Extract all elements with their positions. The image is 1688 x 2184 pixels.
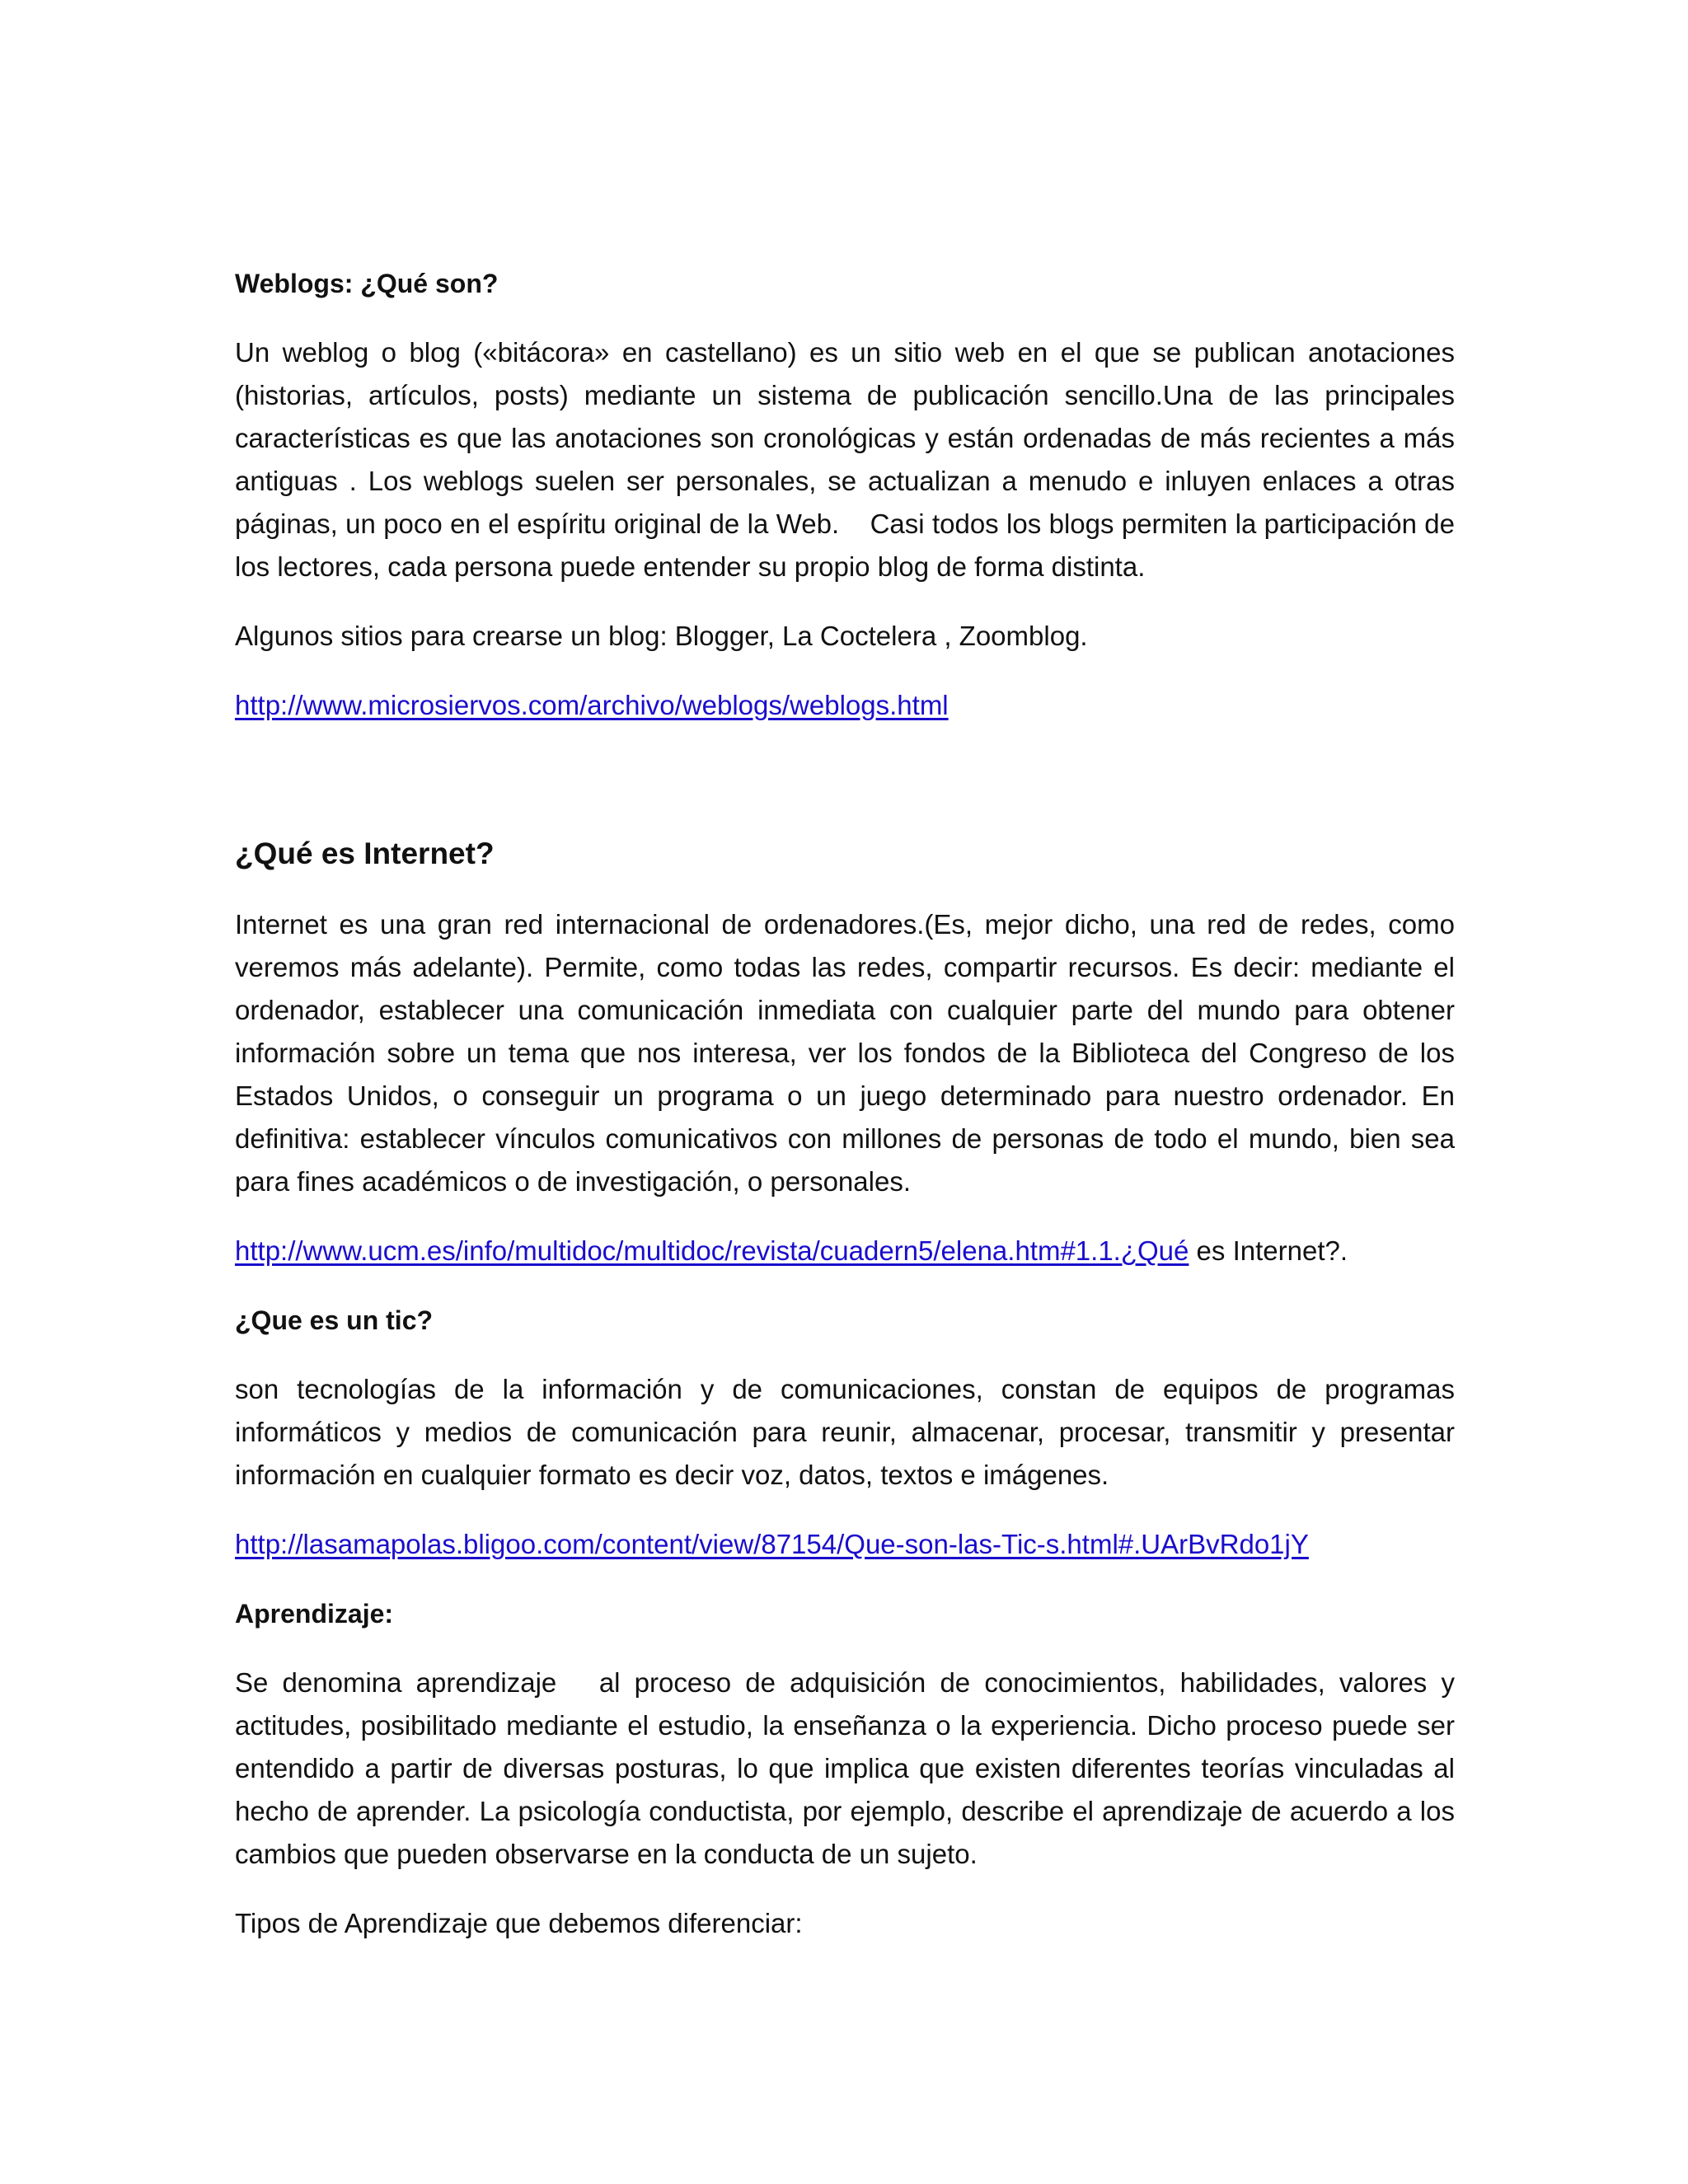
tic-link-line xyxy=(235,1523,1455,1566)
internet-paragraph: Internet es una gran red internacional de ordenadores.(Es, mejor dicho, una red de redes, como veremos más adelante). Permite, como todas las redes, compartir recursos. Es decir: mediante el ordenador, establecer una comunicación inmediata con cualquier parte del mundo para obtener información sobre un tema que nos interesa, ver los fondos de la Biblioteca del Congreso de los Estados Unidos, o conseguir un programa o un juego determinado para nuestro ordenador. En definitiva: establecer vínculos comunicativos con millones de personas de todo el mundo, bien sea para fines académicos o de investigación, o personales. xyxy=(235,909,1455,1197)
tic-paragraph: son tecnologías de la información y de comunicaciones, constan de equipos de programas informáticos y medios de comunicación para reunir, almacenar, procesar, transmitir y presentar información en cualquier formato es decir voz, datos, textos e imágenes. xyxy=(235,1374,1455,1490)
weblogs-link-line xyxy=(235,684,1455,727)
weblogs-link[interactable]: http://www.microsiervos.com/archivo/weblogs/weblogs.html xyxy=(235,690,949,720)
aprendizaje-heading: Aprendizaje: xyxy=(235,1599,394,1629)
aprendizaje-tipos-text: Tipos de Aprendizaje que debemos diferenciar: xyxy=(235,1908,803,1938)
tic-link[interactable]: http://lasamapolas.bligoo.com/content/view/87154/Que-son-las-Tic-s.html#.UArBvRdo1jY xyxy=(235,1529,1309,1559)
internet-heading: ¿Qué es Internet? xyxy=(235,837,495,870)
section-spacer xyxy=(235,753,1455,831)
weblogs-heading: Weblogs: ¿Qué son? xyxy=(235,269,499,298)
internet-link-suffix: es Internet?. xyxy=(1189,1235,1348,1266)
internet-link[interactable]: http://www.ucm.es/info/multidoc/multidoc/revista/cuadern5/elena.htm#1.1.¿Qué xyxy=(235,1235,1189,1266)
weblogs-paragraph: Un weblog o blog («bitácora» en castellano) es un sitio web en el que se publican anotaciones (historias, artículos, posts) mediante un sistema de publicación sencillo.Una de las principales características es que las anotaciones son cronológicas y están ordenadas de más recientes a más antiguas . Los weblogs suelen ser personales, se actualizan a menudo e inluyen enlaces a otras páginas, un poco en el espíritu original de la Web. Casi todos los blogs permiten la participación de los lectores, cada persona puede entender su propio blog de forma distinta. xyxy=(235,337,1463,582)
weblogs-sites-text: Algunos sitios para crearse un blog: Blogger, La Coctelera , Zoomblog. xyxy=(235,621,1088,651)
tic-heading: ¿Que es un tic? xyxy=(235,1305,434,1335)
internet-link-line xyxy=(235,1230,1455,1272)
document-page xyxy=(235,262,1463,1971)
aprendizaje-paragraph: Se denomina aprendizaje al proceso de adquisición de conocimientos, habilidades, valores y actitudes, posibilitado mediante el estudio, la enseñanza o la experiencia. Dicho proceso puede ser entendido a partir de diversas posturas, lo que implica que existen diferentes teorías vinculadas al hecho de aprender. La psicología conductista, por ejemplo, describe el aprendizaje de acuerdo a los cambios que pueden observarse en la conducta de un sujeto. xyxy=(235,1667,1463,1869)
